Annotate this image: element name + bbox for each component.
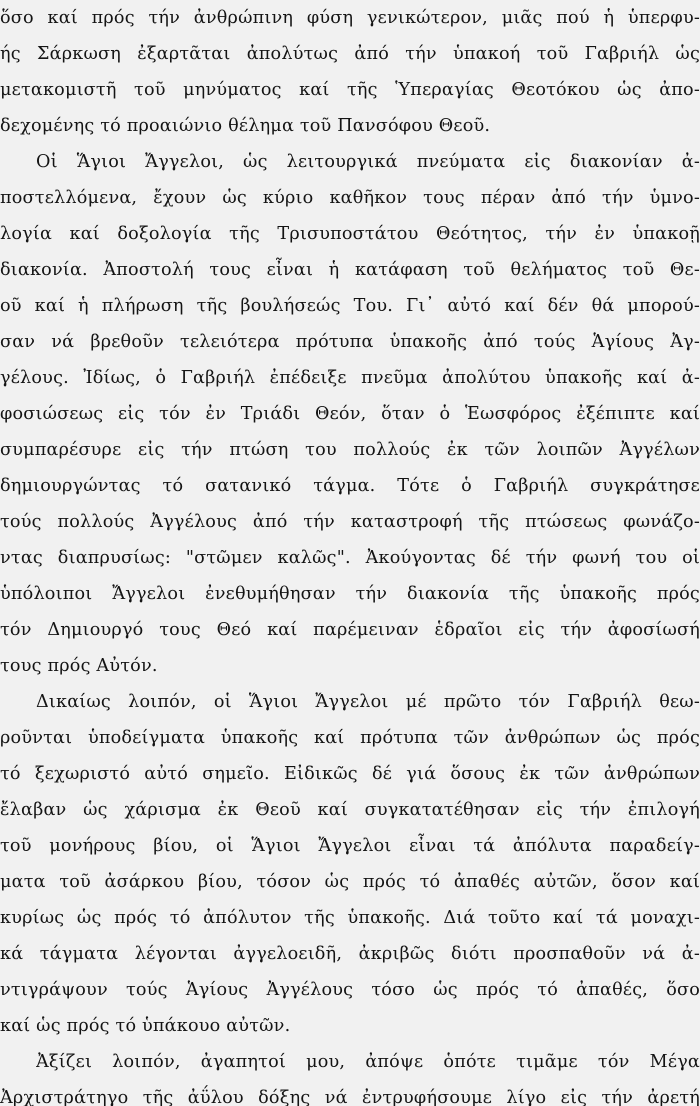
text-line: σαν νά βρεθοῦν τελειότερα πρότυπα ὑπακοῆς ἀπό τούς Ἁγίους Ἀγ- bbox=[0, 332, 700, 352]
text-line: λογία καί δοξολογία τῆς Τρισυποστάτου Θεότητος, τήν ἐν ὑπακοῇ bbox=[0, 224, 700, 244]
text-line: μετακομιστῆ τοῦ μηνύματος καί τῆς Ὑπεραγίας Θεοτόκου ὡς ἀπο- bbox=[0, 80, 700, 100]
text-line: ποστελλόμενα, ἔχουν ὡς κύριο καθῆκον τους πέραν ἀπό τήν ὑμνο- bbox=[0, 188, 700, 208]
text-line: ὅσο καί πρός τήν ἀνθρώπινη φύση γενικώτερον, μιᾶς πού ἡ ὑπερφυ- bbox=[0, 8, 700, 28]
paragraph-first-line: Οἱ Ἅγιοι Ἄγγελοι, ὡς λειτουργικά πνεύματα εἰς διακονίαν ἀ- bbox=[36, 152, 700, 172]
text-line: κυρίως ὡς πρός τό ἀπόλυτον τῆς ὑπακοῆς. Διά τοῦτο καί τά μοναχι- bbox=[0, 908, 700, 928]
text-line: τούς πολλούς Ἀγγέλους ἀπό τήν καταστροφή τῆς πτώσεως φωνάζο- bbox=[0, 512, 700, 532]
text-line: ἔλαβαν ὡς χάρισμα ἐκ Θεοῦ καί συγκατατέθησαν εἰς τήν ἐπιλογή bbox=[0, 800, 700, 820]
paragraph-first-line: Δικαίως λοιπόν, οἱ Ἅγιοι Ἄγγελοι μέ πρῶτο τόν Γαβριήλ θεω- bbox=[36, 692, 700, 712]
text-line: κά τάγματα λέγονται ἀγγελοειδῆ, ἀκριβῶς διότι προσπαθοῦν νά ἀ- bbox=[0, 944, 700, 964]
text-line: τους πρός Αὐτόν. bbox=[0, 656, 158, 676]
text-line: καί ὡς πρός τό ὑπάκουο αὐτῶν. bbox=[0, 1016, 291, 1036]
text-line: ματα τοῦ ἀσάρκου βίου, τόσον ὡς πρός τό ἀπαθές αὐτῶν, ὅσον καί bbox=[0, 872, 700, 892]
text-line: διακονία. Ἀποστολή τους εἶναι ἡ κατάφαση τοῦ θελήματος τοῦ Θε- bbox=[0, 260, 700, 280]
text-line: ὑπόλοιποι Ἄγγελοι ἐνεθυμήθησαν τήν διακονία τῆς ὑπακοῆς πρός bbox=[0, 584, 700, 604]
paragraph-first-line: Ἀξίζει λοιπόν, ἀγαπητοί μου, ἀπόψε ὁπότε τιμᾶμε τόν Μέγα bbox=[36, 1052, 700, 1072]
text-line: γέλους. Ἰδίως, ὁ Γαβριήλ ἐπέδειξε πνεῦμα ἀπολύτου ὑπακοῆς καί ἀ- bbox=[0, 368, 700, 388]
text-line: δημιουργώντας τό σατανικό τάγμα. Τότε ὁ Γαβριήλ συγκράτησε bbox=[0, 476, 700, 496]
text-line: δεχομένης τό προαιώνιο θέλημα τοῦ Πανσόφου Θεοῦ. bbox=[0, 116, 491, 136]
text-line: Ἀρχιστράτηγο τῆς ἀΰλου δόξης νά ἐντρυφήσουμε λίγο εἰς τήν ἀρετή bbox=[0, 1088, 700, 1106]
text-line: ντιγράψουν τούς Ἁγίους Ἀγγέλους τόσο ὡς πρός τό ἀπαθές, ὅσο bbox=[0, 980, 700, 1000]
text-line: οῦ καί ἡ πλήρωση τῆς βουλήσεώς Του. Γι᾿ αὐτό καί δέν θά μπορού- bbox=[0, 296, 700, 316]
text-line: τό ξεχωριστό αὐτό σημεῖο. Εἰδικῶς δέ γιά ὅσους ἐκ τῶν ἀνθρώπων bbox=[0, 764, 700, 784]
text-line: ντας διαπρυσίως: "στῶμεν καλῶς". Ἀκούγοντας δέ τήν φωνή του οἱ bbox=[0, 548, 700, 568]
text-line: τοῦ μονήρους βίου, οἱ Ἅγιοι Ἄγγελοι εἶναι τά ἀπόλυτα παραδείγ- bbox=[0, 836, 700, 856]
text-line: ροῦνται ὑποδείγματα ὑπακοῆς καί πρότυπα τῶν ἀνθρώπων ὡς πρός bbox=[0, 728, 700, 748]
text-line: φοσιώσεως εἰς τόν ἐν Τριάδι Θεόν, ὅταν ὁ Ἑωσφόρος ἐξέπιπτε καί bbox=[0, 404, 700, 424]
text-line: συμπαρέσυρε εἰς τήν πτώση του πολλούς ἐκ τῶν λοιπῶν Ἀγγέλων bbox=[0, 440, 700, 460]
text-line: τόν Δημιουργό τους Θεό καί παρέμειναν ἑδραῖοι εἰς τήν ἀφοσίωσή bbox=[0, 620, 700, 640]
text-line: ής Σάρκωση ἐξαρτᾶται ἀπολύτως ἀπό τήν ὑπακοή τοῦ Γαβριήλ ὡς bbox=[0, 44, 700, 64]
